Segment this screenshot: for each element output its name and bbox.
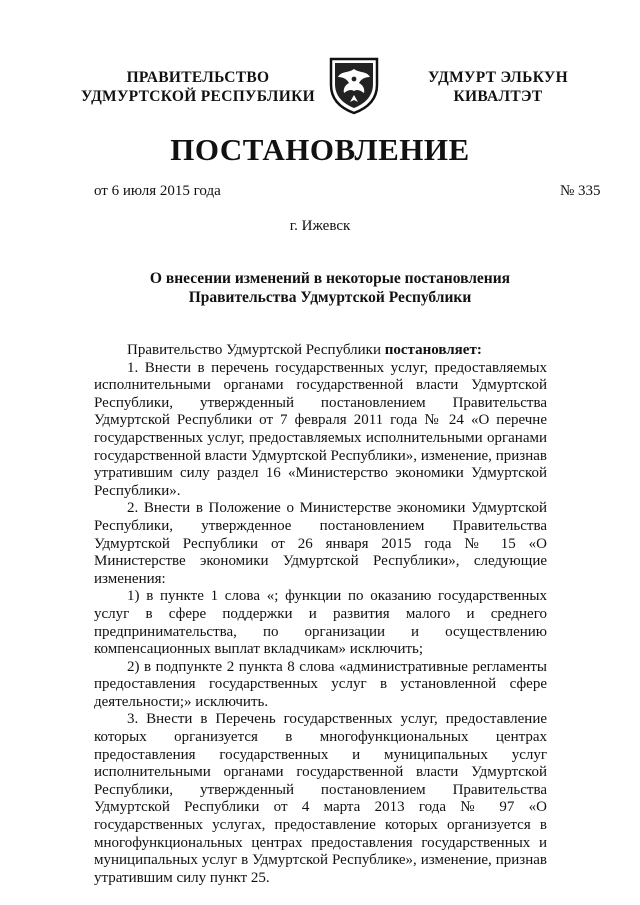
preamble-verb: постановляет: <box>384 342 482 358</box>
preamble <box>94 342 547 360</box>
subject-line1: О внесении изменений в некоторые постановления <box>149 270 511 287</box>
document-subject <box>120 269 540 307</box>
subject-line2: Правительства Удмуртской Республики <box>188 289 472 306</box>
udmurt-coat-of-arms-icon <box>327 55 381 115</box>
government-name-russian <box>78 68 318 106</box>
header-left-line1: ПРАВИТЕЛЬСТВО <box>126 69 270 86</box>
document-number: № 335 <box>560 183 601 199</box>
header-left-line2: УДМУРТСКОЙ РЕСПУБЛИКИ <box>80 88 315 105</box>
paragraph-3: 3. Внести в Перечень государственных услуг, предоставление которых организуется в многофункциональных центрах предоставления государственных и муниципальных услуг исполнительными органами государственной власти Удмуртской Республики, утвержденный постановлением Правительства Удмуртской Республики от 4 марта 2013 года № 97 «О государственных услугах, предоставление которых организуется в многофункциональных центрах предоставления государственных и муниципальных услуг в Удмуртской Республике», изменение, признав утратившим силу пункт 25. <box>94 711 547 886</box>
preamble-text: Правительство Удмуртской Республики <box>127 342 385 358</box>
paragraph-2: 2. Внести в Положение о Министерстве экономики Удмуртской Республики, утвержденное постановлением Правительства Удмуртской Республики от 26 января 2015 года № 15 «О Министерстве экономики Удмуртской Республики», следующие изменения: <box>94 500 547 587</box>
document-title: ПОСТАНОВЛЕНИЕ <box>170 132 470 167</box>
government-name-udmurt <box>418 68 578 106</box>
document-body <box>94 342 547 887</box>
paragraph-2-item-1: 1) в пункте 1 слова «; функции по оказанию государственных услуг в сфере поддержки и развития малого и среднего предпринимательства, по организации и осуществлению компенсационных выплат вкладчикам» исключить; <box>94 588 547 658</box>
paragraph-2-item-2: 2) в подпункте 2 пункта 8 слова «административные регламенты предоставления государственных услуг в установленной сфере деятельности;» исключить. <box>94 658 547 710</box>
document-city: г. Ижевск <box>289 218 351 234</box>
document-date: от 6 июля 2015 года <box>94 183 221 199</box>
header-right-line1: УДМУРТ ЭЛЬКУН <box>428 69 568 86</box>
paragraph-1: 1. Внести в перечень государственных услуг, предоставляемых исполнительными органами государственной власти Удмуртской Республики, утвержденный постановлением Правительства Удмуртской Республики от 7 февраля 2011 года № 24 «О перечне государственных услуг, предоставляемых исполнительными органами государственной власти Удмуртской Республики», изменение, признав утратившим силу раздел 16 «Министерство экономики Удмуртской Республики». <box>94 359 547 499</box>
header-right-line2: КИВАЛТЭТ <box>453 88 543 105</box>
